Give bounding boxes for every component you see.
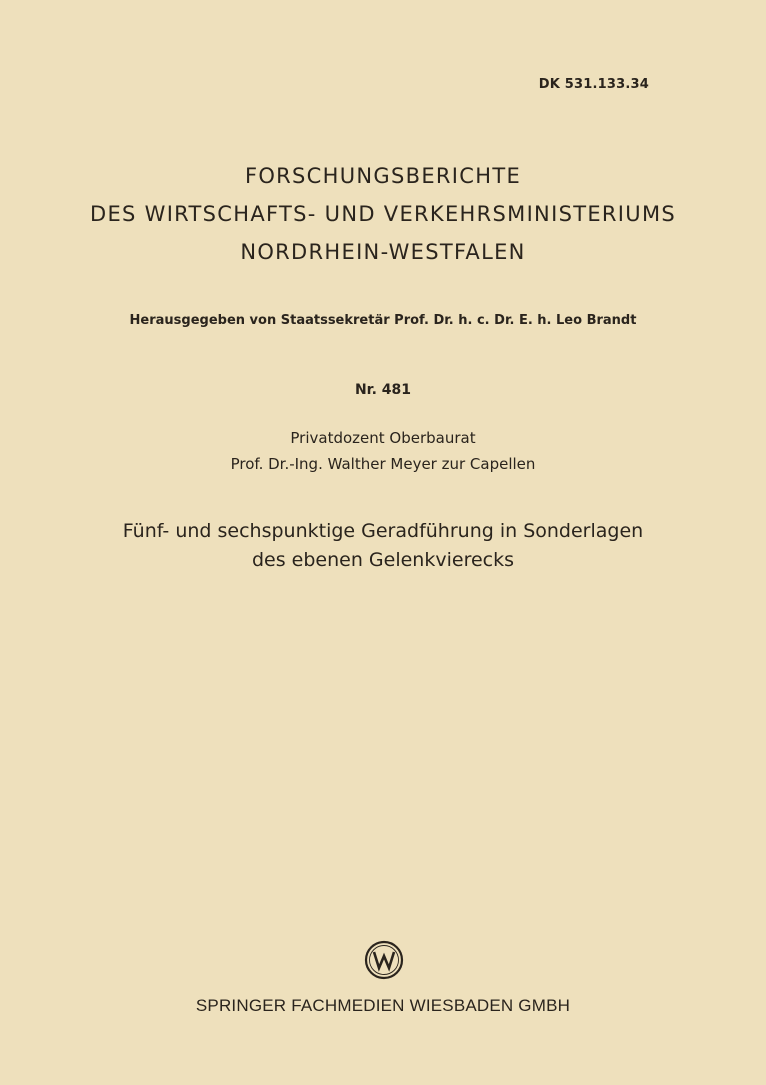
series-title-line-2: DES WIRTSCHAFTS- UND VERKEHRSMINISTERIUMS xyxy=(89,202,676,226)
author-name: Prof. Dr.-Ing. Walther Meyer zur Capellen xyxy=(230,455,536,473)
report-number: Nr. 481 xyxy=(354,382,412,398)
series-title-line-3: NORDRHEIN-WESTFALEN xyxy=(240,240,526,264)
author-title: Privatdozent Oberbaurat xyxy=(290,429,476,447)
springer-w-circle-icon xyxy=(364,940,404,980)
publisher-name: SPRINGER FACHMEDIEN WIESBADEN GMBH xyxy=(195,996,571,1015)
report-title-line-2: des ebenen Gelenkvierecks xyxy=(251,549,514,571)
editor-line: Herausgegeben von Staatssekretär Prof. Dr. h. c. Dr. E. h. Leo Brandt xyxy=(129,313,637,328)
series-title-line-1: FORSCHUNGSBERICHTE xyxy=(244,164,522,188)
classification-code: DK 531.133.34 xyxy=(538,77,649,92)
report-title-line-1: Fünf- und sechspunktige Geradführung in Sonderlagen xyxy=(122,520,644,542)
